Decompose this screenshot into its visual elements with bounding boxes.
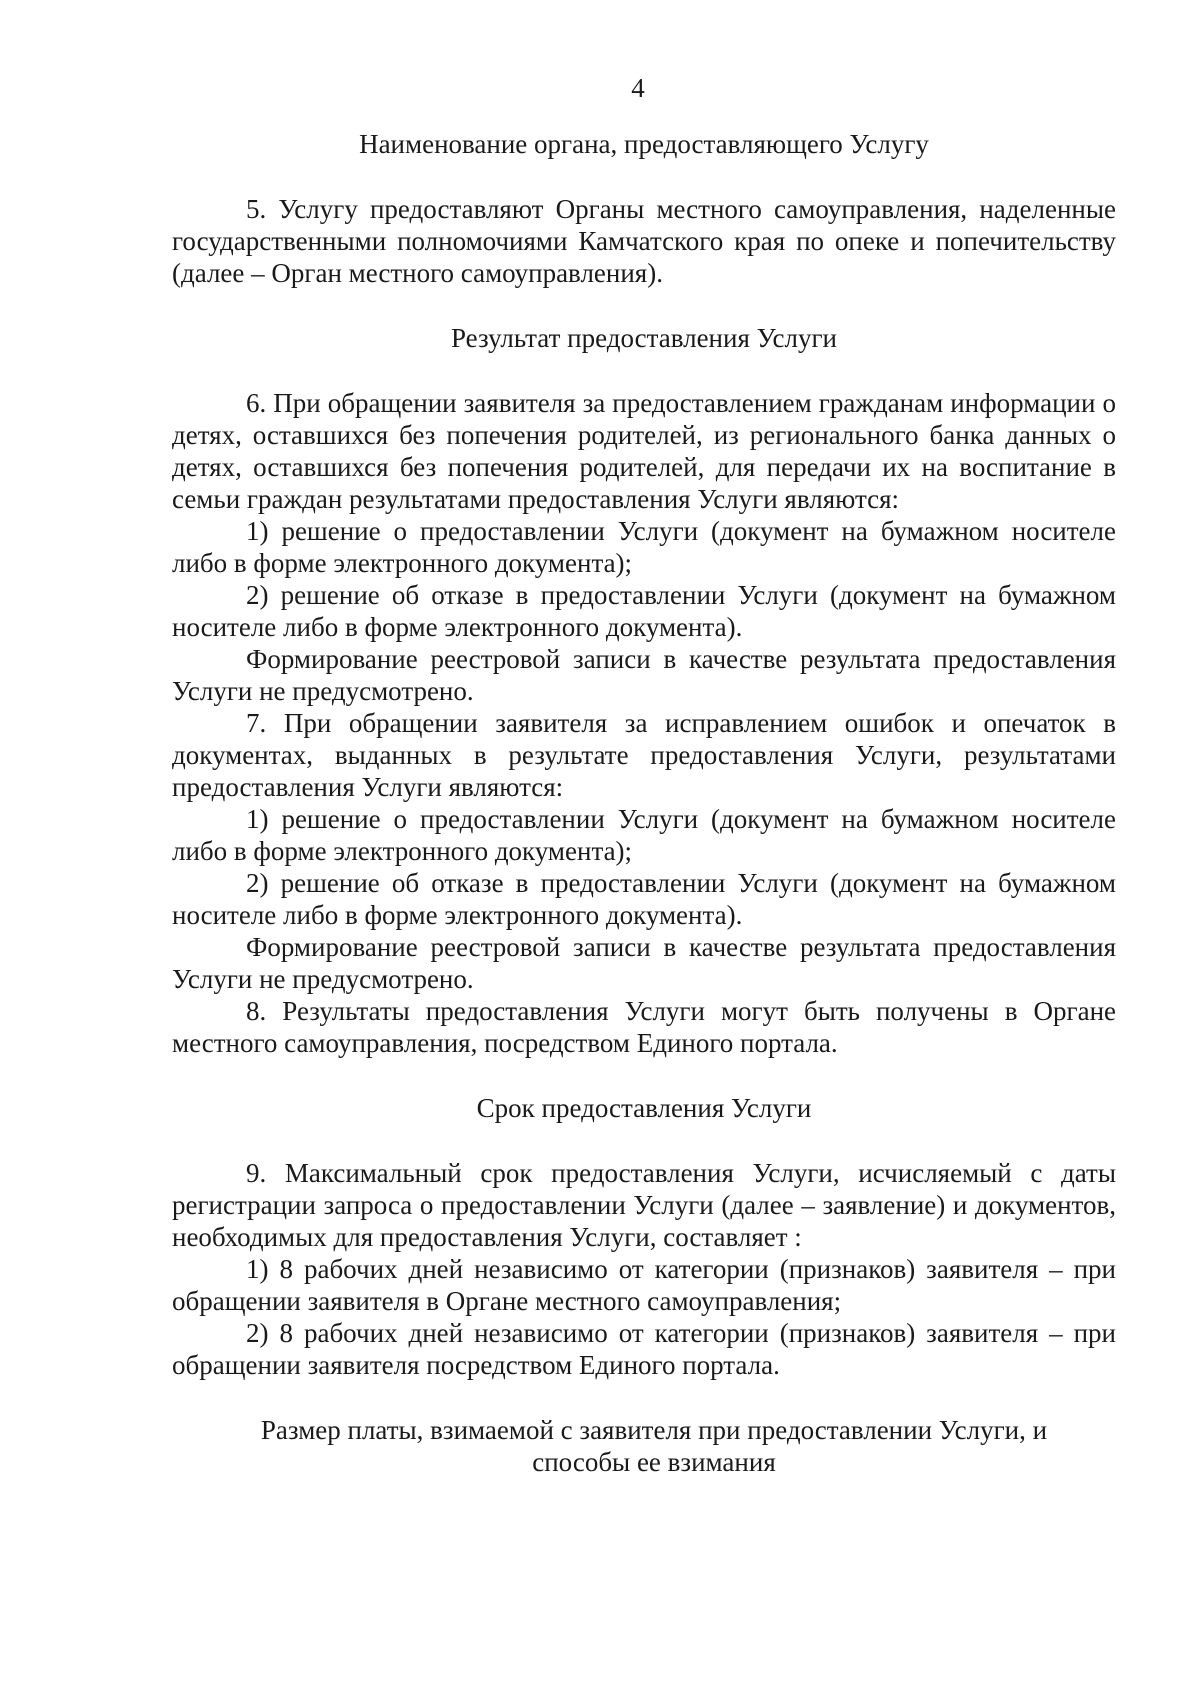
spacer — [172, 1381, 1116, 1414]
paragraph-7-item-2: 2) решение об отказе в предоставлении Услуги (документ на бумажном носителе либо в форме электронного документа). — [172, 868, 1116, 930]
heading-result: Результат предоставления Услуги — [451, 323, 837, 353]
spacer — [172, 289, 1116, 322]
paragraph-6-item-2: 2) решение об отказе в предоставлении Услуги (документ на бумажном носителе либо в форме электронного документа). — [172, 580, 1116, 642]
paragraph-9-item-1: 1) 8 рабочих дней независимо от категории (признаков) заявителя – при обращении заявителя в Органе местного самоуправления; — [172, 1254, 1116, 1316]
paragraph-6: 6. При обращении заявителя за предоставлением гражданам информации о детях, оставшихся без попечения родителей, из регионального банка данных о детях, оставшихся без попечения родителей, для передачи их на воспитание в семьи граждан результатами предоставления Услуги являются: — [172, 388, 1116, 514]
paragraph-5: 5. Услугу предоставляют Органы местного самоуправления, наделенные государственными полномочиями Камчатского края по опеке и попечительству (далее – Орган местного самоуправления). — [172, 194, 1116, 288]
paragraph-6-note: Формирование реестровой записи в качестве результата предоставления Услуги не предусмотрено. — [172, 644, 1116, 706]
spacer — [172, 354, 1116, 387]
paragraph-7-note: Формирование реестровой записи в качестве результата предоставления Услуги не предусмотрено. — [172, 932, 1116, 994]
paragraph-9-item-2: 2) 8 рабочих дней независимо от категории (признаков) заявителя – при обращении заявителя посредством Единого портала. — [172, 1318, 1116, 1380]
heading-fee: Размер платы, взимаемой с заявителя при предоставлении Услуги, и способы ее взимания — [260, 1415, 1048, 1477]
spacer — [172, 160, 1116, 193]
paragraph-6-item-1: 1) решение о предоставлении Услуги (документ на бумажном носителе либо в форме электронного документа); — [172, 516, 1116, 578]
page-number: 4 — [631, 73, 645, 103]
paragraph-7: 7. При обращении заявителя за исправлением ошибок и опечаток в документах, выданных в результате предоставления Услуги, результатами предоставления Услуги являются: — [172, 708, 1116, 802]
paragraph-8: 8. Результаты предоставления Услуги могут быть получены в Органе местного самоуправления, посредством Единого портала. — [172, 996, 1116, 1058]
paragraph-7-item-1: 1) решение о предоставлении Услуги (документ на бумажном носителе либо в форме электронного документа); — [172, 804, 1116, 866]
heading-organ: Наименование органа, предоставляющего Услугу — [359, 129, 929, 159]
document-body — [172, 128, 1116, 1478]
paragraph-9: 9. Максимальный срок предоставления Услуги, исчисляемый с даты регистрации запроса о предоставлении Услуги (далее – заявление) и документов, необходимых для предоставления Услуги, составляет : — [172, 1158, 1116, 1252]
spacer — [172, 1124, 1116, 1157]
heading-term: Срок предоставления Услуги — [476, 1093, 812, 1123]
spacer — [172, 1059, 1116, 1092]
